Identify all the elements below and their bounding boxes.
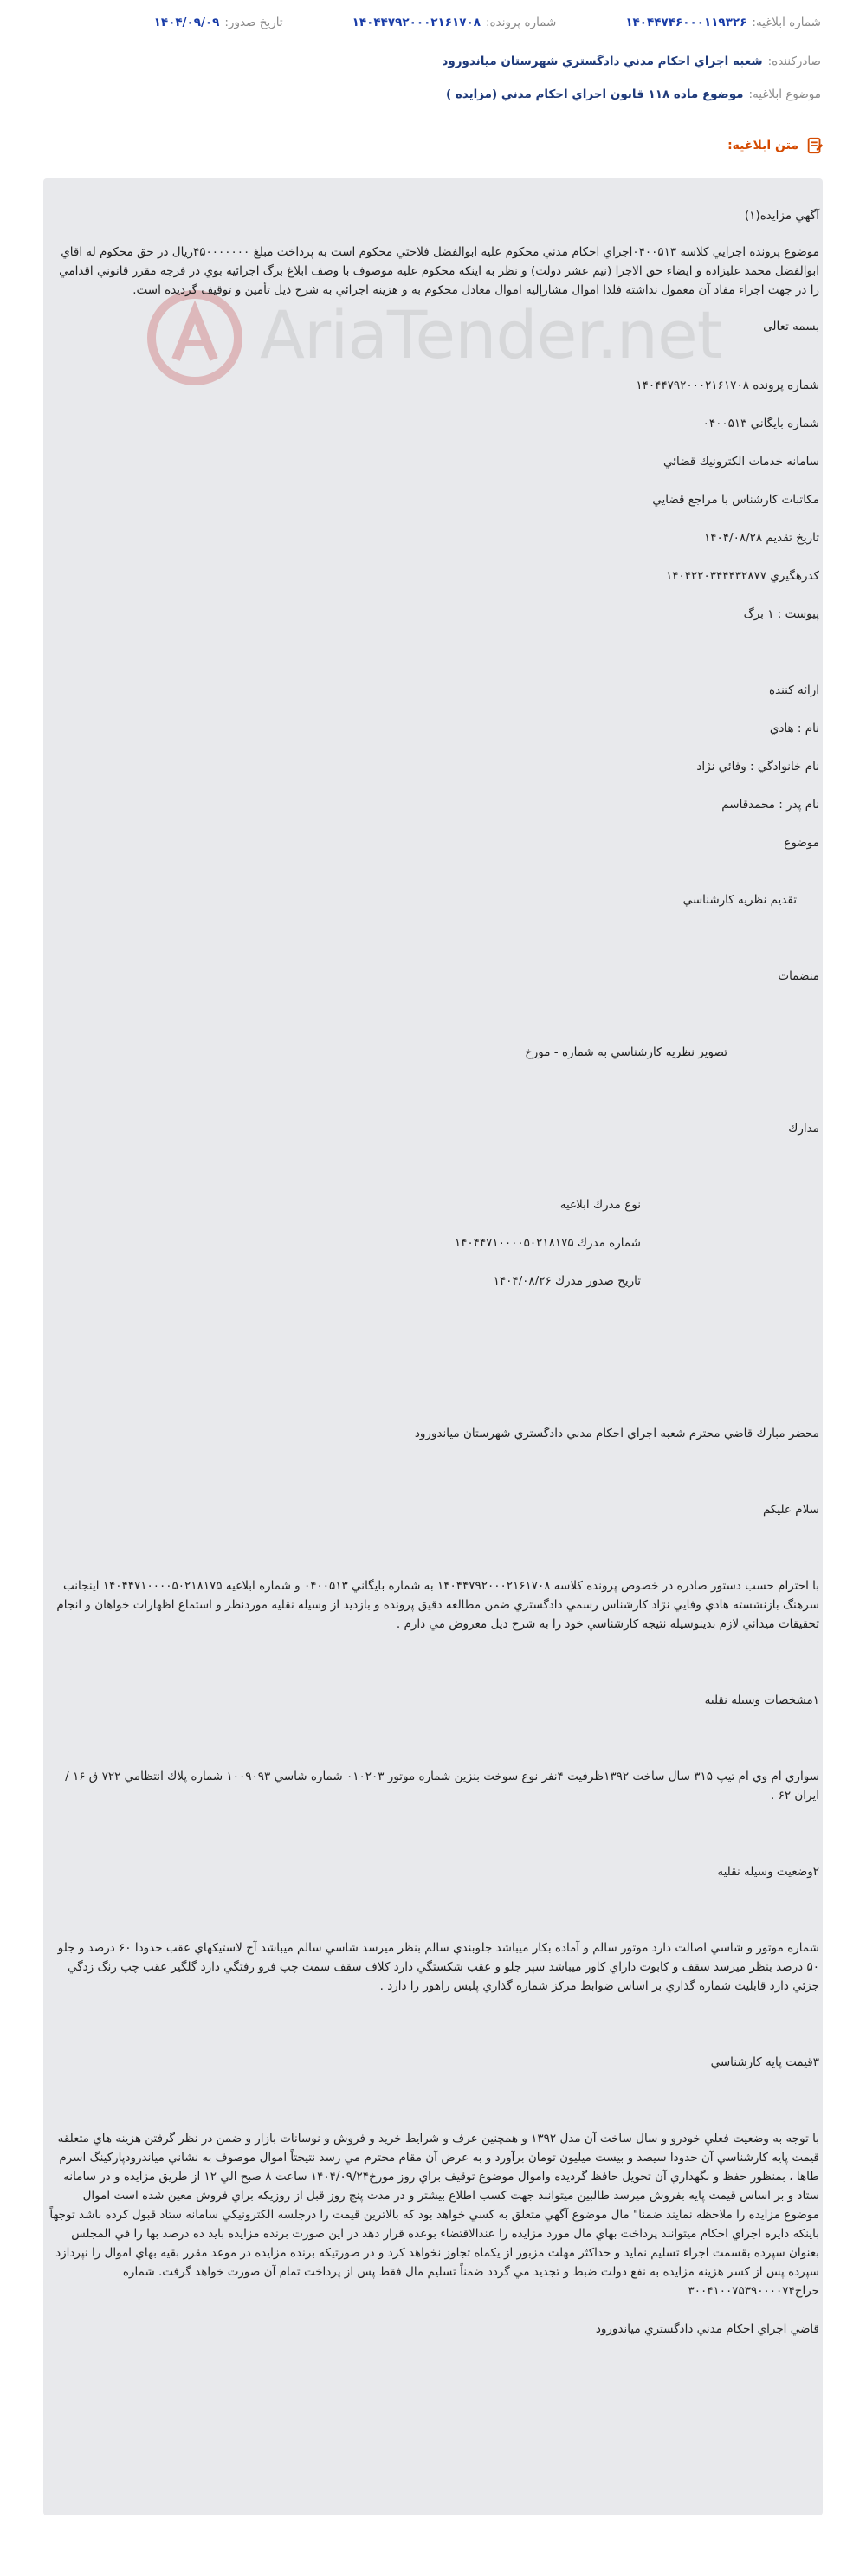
subject-value: موضوع ماده ۱۱۸ قانون اجراي احكام مدني (مزايده )	[445, 87, 744, 101]
subject	[446, 87, 821, 101]
body-father-name: نام پدر : محمدقاسم	[721, 798, 819, 812]
body-greeting: سلام عليكم	[762, 1503, 819, 1517]
body-correspondence: مكاتبات كارشناس با مراجع قضايي	[652, 493, 819, 507]
issuer-label: صادرکننده:	[767, 55, 821, 68]
body-document-date: تاريخ صدور مدرك ۱۴۰۴/۰۸/۲۶	[493, 1274, 641, 1288]
body-last-name: نام خانوادگي : وفائي نژاد	[696, 760, 819, 773]
body-document-number: شماره مدرك ۱۴۰۴۴۷۱۰۰۰۰۵۰۲۱۸۱۷۵	[454, 1236, 641, 1250]
notice-number-value: ۱۴۰۴۴۷۴۶۰۰۰۱۱۹۳۲۶	[625, 16, 747, 29]
case-number-label: شماره پرونده:	[486, 16, 557, 29]
notice-number	[625, 16, 821, 29]
body-first-name: نام : هادي	[769, 722, 819, 735]
notice-text-title: متن ابلاغیه:	[727, 139, 798, 152]
body-base-price-heading: ۳قيمت پايه كارشناسي	[710, 2055, 819, 2069]
header-row-1	[0, 0, 866, 45]
body-vehicle-specs-heading: ۱مشخصات وسيله نقليه	[704, 1693, 819, 1707]
body-documents-label: مدارك	[788, 1122, 819, 1136]
body-case-number: شماره پرونده ۱۴۰۴۴۷۹۲۰۰۰۲۱۶۱۷۰۸	[636, 379, 819, 392]
body-archive-number: شماره بايگاني ۰۴۰۰۵۱۳	[702, 417, 819, 430]
watermark-text: AriaTender.net	[260, 296, 722, 373]
body-tracking-code: كدرهگيري ۱۴۰۴۲۲۰۳۴۴۴۳۲۸۷۷	[665, 569, 819, 583]
body-vehicle-condition: شماره موتور و شاسي اصالت دارد موتور سالم و آماده بكار ميباشد جلوبندي سالم بنظر ميرسد شاسي سالم ميباشد آج لاستيكهاي عقب حدودا ۶۰ درصد و جلو ۵۰ درصد بنظر ميرسد سقف و كابوت داراي كاور ميباشد سپر جلو و عقب شكستگي دارد كلاف سقف سمت چپ فرو رفتگي دارد گلگير عقب چپ رنگ زدگي جزئي دارد قابليت شماره گذاري بر اساس ضوابط مركز شماره گذاري پليس راهور را دارد .	[57, 1941, 819, 1993]
document-icon	[805, 136, 824, 155]
header-row-3	[0, 78, 866, 111]
body-system: سامانه خدمات الكترونيك قضائي	[663, 455, 819, 469]
body-vehicle-specs: سواري ام وي ام تيپ ۳۱۵ سال ساخت ۱۳۹۲ظرفيت ۴نفر نوع سوخت بنزين شماره موتور ۰۱۰۲۰۳ شماره شاسي ۱۰۰۹۰۹۳ شماره پلاك انتظامي ۷۲۲ ق ۱۶ / ايران ۶۲ .	[65, 1770, 819, 1803]
issue-date-label: تاریخ صدور:	[224, 16, 283, 29]
body-enclosures-value: تصوير نظريه كارشناسي به شماره - مورخ	[525, 1045, 727, 1059]
body-intro: موضوع پرونده اجرايي كلاسه ۰۴۰۰۵۱۳اجراي احكام مدني محكوم عليه ابوالفضل فلاحتي محكوم است به پرداخت مبلغ ۴۵۰۰۰۰۰۰۰ريال در حق محكوم له اقاي ابوالفضل محمد عليزاده و ايضاء حق الاجرا (نيم عشر دولت) و نظر به اينكه محكوم عليه موصوف با وصف ابلاغ برگ اجرائيه بوي در فرجه مقرر قانوني اقدامي را در جهت اجراء مفاد آن معمول نداشته فلذا اموال مشارإليه اموال معادل محكوم به و هزينه اجرائي به شرح ذيل تأمين و توقيف گرديده است.	[59, 245, 819, 297]
issue-date	[154, 16, 283, 29]
body-bismillah: بسمه تعالی	[763, 320, 819, 333]
body-addressee: محضر مبارك قاضي محترم شعبه اجراي احكام مدني دادگستري شهرستان مياندورود	[414, 1427, 819, 1440]
body-signature: قاضي اجراي احكام مدني دادگستري مياندورود	[595, 2322, 819, 2336]
body-vehicle-condition-heading: ۲وضعيت وسيله نقليه	[717, 1865, 819, 1879]
header-row-2	[0, 45, 866, 78]
body-enclosures-label: منضمات	[778, 969, 819, 983]
subject-label: موضوع ابلاغیه:	[748, 87, 821, 101]
body-presenter: ارائه كننده	[768, 683, 819, 697]
body-attachment: پيوست : ۱ برگ	[743, 607, 819, 621]
notice-number-label: شماره ابلاغیه:	[752, 16, 821, 29]
body-subject-label: موضوع	[784, 836, 819, 850]
case-number	[352, 16, 557, 29]
issuer-value: شعبه اجراي احكام مدني دادگستري شهرستان مياندورود	[442, 55, 763, 68]
body-submit-date: تاريخ تقديم ۱۴۰۴/۰۸/۲۸	[704, 531, 819, 545]
body-subject-value: تقديم نظريه كارشناسي	[682, 893, 797, 907]
case-number-value: ۱۴۰۴۴۷۹۲۰۰۰۲۱۶۱۷۰۸	[352, 16, 481, 29]
notice-text-heading	[0, 126, 866, 165]
issuer	[442, 55, 821, 68]
body-document-type: نوع مدرك ابلاغيه	[559, 1198, 641, 1212]
notice-body	[48, 201, 819, 2339]
body-base-price: با توجه به وضعيت فعلي خودرو و سال ساخت آن مدل ۱۳۹۲ و همچنين عرف و شرايط خريد و فروش و نوسانات بازار و ضمن در نظر گرفتن هزينه هاي متعلقه قيمت پايه كارشناسي آن حدودا سيصد و بيست ميليون تومان برآورد و به عرض آن مقام محترم مي رسد نتيجتاً اموال موصوف به نشاني مياندرودپاركينگ اسرم طاها ، بمنظور حفظ و نگهداري آن تحويل حافظ گرديده واموال موضوع توقيف براي روز مورخ۱۴۰۴/۰۹/۲۴ ساعت ۸ صبح الي ۱۲ از طريق مزايده و در سامانه ستاد و بر اساس قيمت پايه بفروش ميرسد طالبين ميتوانند جهت كسب اطلاع بيشتر و در مدت پنج روز قبل از روزيكه براي فروش معين شده است اموال موضوع مزايده را ملاحظه نمايند ضمنا" مال موضوع آگهي متعلق به كسي خواهد بود كه بالاترين قيمت را درجلسه الكترونيكي سامانه ستاد قبول كرده باشد توجهاً باينكه دايره اجراي احكام ميتوانند پرداخت بهاي مال مورد مزايده را عندالاقتضاء بوعده قرار دهد در اين صورت برنده مزايده بايد ده درصد بها را في المجلس بعنوان سپرده بقسمت اجراء تسليم نمايد و حداكثر مهلت مزبور از يكماه تجاوز نخواهد كرد و در صورتيكه برنده مزايده در موعد مقرر بقيه بهاي اموال را نپردازد سپرده پس از كسر هزينه مزايده به نفع دولت ضبط و تجديد مي گردد ضمناً تسليم مال فقط پس از پرداخت تمام آن صورت خواهد گرفت. شماره حراج۳۰۰۴۱۰۰۷۵۳۹۰۰۰۰۷۴	[49, 2132, 819, 2298]
issue-date-value: ۱۴۰۴/۰۹/۰۹	[153, 16, 220, 29]
body-title: آگهي مزايده(۱)	[744, 209, 819, 223]
body-report-intro: با احترام حسب دستور صادره در خصوص پرونده كلاسه ۱۴۰۴۴۷۹۲۰۰۰۲۱۶۱۷۰۸ به شماره بايگاني ۰۴۰۰۵۱۳ و شماره ابلاغيه ۱۴۰۴۴۷۱۰۰۰۰۵۰۲۱۸۱۷۵ اينجانب سرهنگ بازنشسته هادي وفايي نژاد كارشناس رسمي دادگستري ضمن مطالعه دقيق پرونده و بازديد از وسيله نقليه موردنظر و استماع اظهارات خواهان و انجام تحقيقات ميداني لازم بدينوسيله نتيجه كارشناسي خود را به شرح ذيل معروض مي دارم .	[56, 1579, 819, 1631]
